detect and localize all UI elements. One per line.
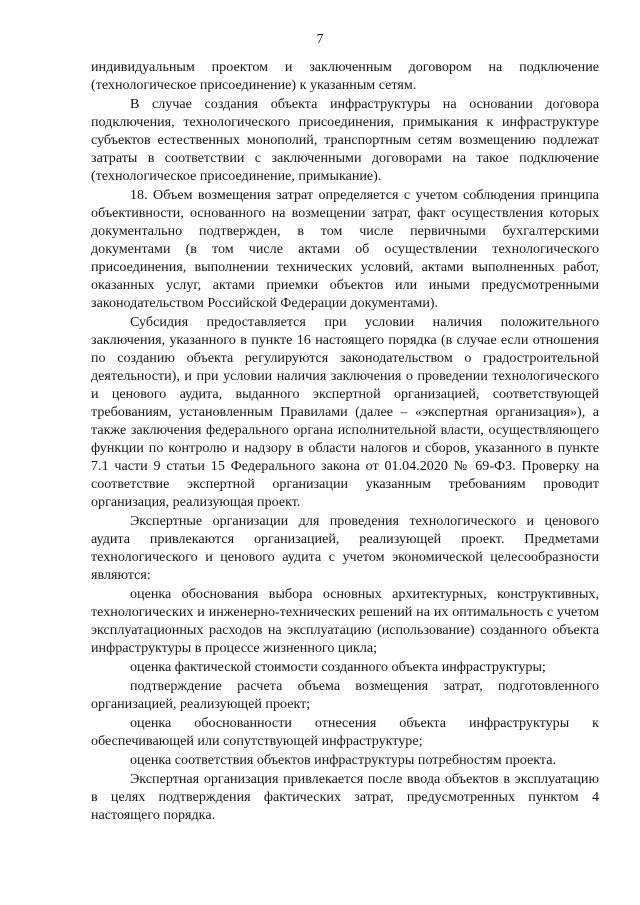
paragraph-expert-organizations: Экспертные организации для проведения технологического и ценового аудита привлекаются организацией, реализующей проект. Предметами технологического и ценового аудита с учетом экономической целесообразности являются: [91,513,599,583]
list-item-design-assessment: оценка обоснования выбора основных архитектурных, конструктивных, технологических и инженерно-технических решений на их оптимальность с учетом эксплуатационных расходов на эксплуатацию (использование) созданного объекта инфраструктуры в процессе жизненного цикла; [91,586,599,656]
page-number: 7 [316,31,324,46]
list-item-reimbursement-calculation: подтверждение расчета объема возмещения затрат, подготовленного организацией, реализующей проект; [91,678,599,712]
paragraph-item-18: 18. Объем возмещения затрат определяется с учетом соблюдения принципа объективности, основанного на возмещении затрат, факт осуществления которых документально подтвержден, в том числе первичными бухгалтерскими документами (в том числе актами об осуществлении технологического присоединения, выполнении технических условий, актами выполненных работ, оказанных услуг, актами приемки объектов или иными предусмотренными законодательством Российской Федерации документами). [91,187,599,311]
paragraph-subsidy-conditions: Субсидия предоставляется при условии наличия положительного заключения, указанного в пункте 16 настоящего порядка (в случае если отношения по созданию объекта регулируются законодательством о градостроительной деятельности), и при условии наличия заключения о проведении технологического и ценового аудита, выданного экспертной организацией, соответствующей требованиям, установленным Правилами (далее – «экспертная организация»), а также заключения федерального органа исполнительной власти, осуществляющего функции по контролю и надзору в области налогов и сборов, указанного в пункте 7.1 части 9 статьи 15 Федерального закона от 01.04.2020 № 69-ФЗ. Проверку на соответствие экспертной организации указанным требованиям проводит организация, реализующая проект. [91,314,599,510]
paragraph-expert-engagement: Экспертная организация привлекается после ввода объектов в эксплуатацию в целях подтверждения фактических затрат, предусмотренных пунктом 4 настоящего порядка. [91,771,599,823]
list-item-infrastructure-classification: оценка обоснованности отнесения объекта инфраструктуры к обеспечивающей или сопутствующей инфраструктуре; [91,715,599,749]
paragraph-continuation: индивидуальным проектом и заключенным договором на подключение (технологическое присоединение) к указанным сетям. [91,59,599,93]
list-item-project-needs: оценка соответствия объектов инфраструктуры потребностям проекта. [130,752,557,768]
list-item-actual-cost: оценка фактической стоимости созданного объекта инфраструктуры; [130,659,546,675]
paragraph-connection-costs: В случае создания объекта инфраструктуры на основании договора подключения, технологического присоединения, примыкания к инфраструктуре субъектов естественных монополий, транспортным сетям возмещению подлежат затраты в соответствии с заключенными договорами на такое подключение (технологическое присоединение, примыкание). [91,96,599,184]
document-body [91,58,599,824]
